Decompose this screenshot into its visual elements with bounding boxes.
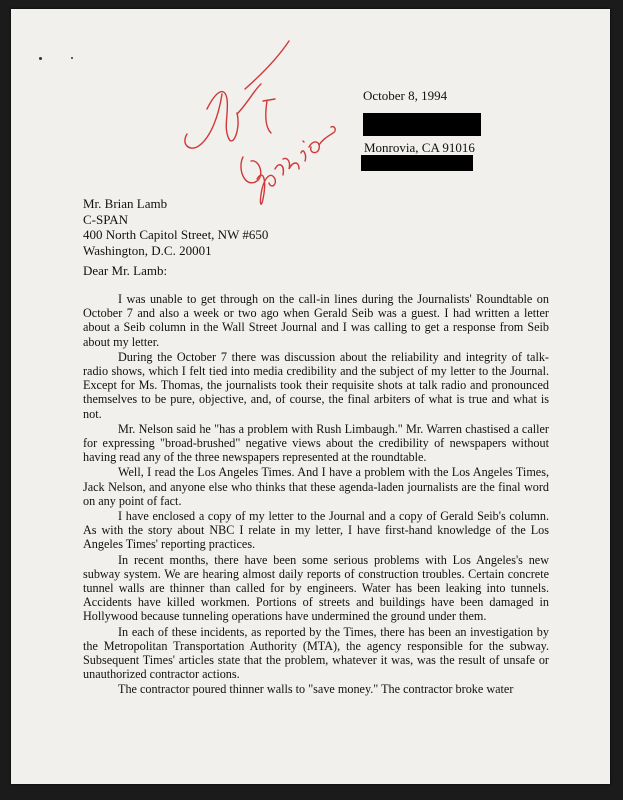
body-paragraph: Well, I read the Los Angeles Times. And I have a problem with the Los Angeles Times, Jack Nelson, and anyone else who thinks that these agenda-laden journalists are the final word on any point of fact. — [83, 465, 549, 508]
letter-body — [83, 292, 549, 698]
sender-city: Monrovia, CA 91016 — [364, 140, 475, 155]
recipient-line: 400 North Capitol Street, NW #650 — [83, 227, 269, 242]
body-paragraph: I have enclosed a copy of my letter to the Journal and a copy of Gerald Seib's column. As with the story about NBC I relate in my letter, I have first-hand knowledge of the Los Angeles Times' reporting practices. — [83, 509, 549, 552]
recipient-line: Mr. Brian Lamb — [83, 196, 168, 211]
body-paragraph: Mr. Nelson said he "has a problem with Rush Limbaugh." Mr. Warren chastised a caller for expressing "broad-brushed" negative views about the credibility of newspapers without having read any of the three newspapers represented at the roundtable. — [83, 421, 549, 465]
body-paragraph: In recent months, there have been some serious problems with Los Angeles's new subway system. We are hearing almost daily reports of construction troubles. Certain concrete tunnel walls are thinner than called for by engineers. Water has been leaking into tunnels. Accidents have killed workmen. Portions of streets and buildings have been damaged in Hollywood because tunneling operations have undermined the ground under them. — [83, 552, 549, 624]
body-paragraph: The contractor poured thinner walls to "save money." The contractor broke water — [118, 682, 514, 697]
letter-page — [11, 9, 610, 784]
redacted-block — [361, 155, 473, 171]
salutation: Dear Mr. Lamb: — [83, 263, 168, 278]
paper-speck — [39, 57, 42, 60]
recipient-address — [83, 196, 268, 258]
redacted-block — [363, 113, 481, 136]
recipient-line: Washington, D.C. 20001 — [83, 242, 212, 258]
recipient-line: C-SPAN — [83, 211, 129, 227]
paper-speck — [71, 57, 73, 59]
body-paragraph: I was unable to get through on the call-in lines during the Journalists' Roundtable on October 7 and also a week or two ago when Gerald Seib was a guest. I had written a letter about a Seib column in the Wall Street Journal and I was calling to get a response from Seib about my letter. — [83, 292, 549, 349]
body-paragraph: In each of these incidents, as reported by the Times, there has been an investigation by the Metropolitan Transportation Authority (MTA), the agency responsible for the subway. Subsequent Times' articles state that the problem, whatever it was, was the result of unsafe or unauthorized contractor actions. — [83, 624, 549, 682]
body-paragraph: During the October 7 there was discussion about the reliability and integrity of talk-radio shows, which I felt tied into media credibility and the subject of my letter to the Journal. Except for Ms. Thomas, the journalists took their requisite shots at talk radio and pronounced themselves to be pure, objective, and, of course, the final arbiters of what is true and what is not. — [83, 349, 549, 421]
letter-date: October 8, 1994 — [363, 88, 448, 103]
